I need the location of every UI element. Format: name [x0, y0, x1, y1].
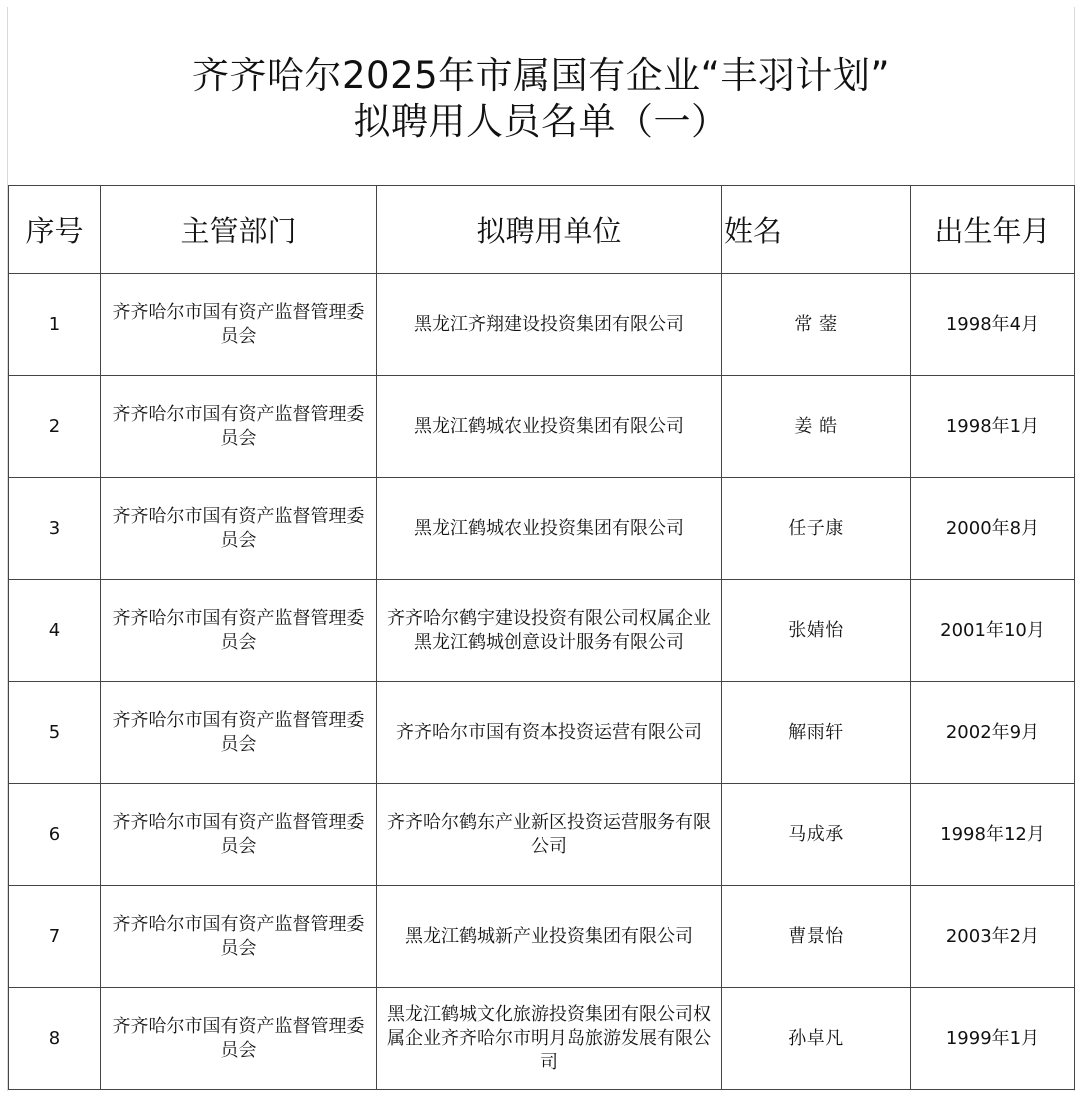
- table-row: [9, 988, 1075, 1090]
- table-row: [9, 274, 1075, 376]
- cell-index: 3: [9, 478, 101, 580]
- table-row: [9, 580, 1075, 682]
- cell-birth: 2000年8月: [911, 478, 1075, 580]
- cell-index: 4: [9, 580, 101, 682]
- cell-unit: 黑龙江鹤城文化旅游投资集团有限公司权属企业齐齐哈尔市明月岛旅游发展有限公司: [377, 988, 722, 1090]
- cell-birth: 2003年2月: [911, 886, 1075, 988]
- cell-unit: 黑龙江鹤城农业投资集团有限公司: [377, 478, 722, 580]
- table-row: [9, 376, 1075, 478]
- cell-name: 任子康: [722, 478, 911, 580]
- cell-dept: 齐齐哈尔市国有资产监督管理委员会: [101, 682, 377, 784]
- cell-birth: 1998年12月: [911, 784, 1075, 886]
- cell-dept: 齐齐哈尔市国有资产监督管理委员会: [101, 886, 377, 988]
- header-name: 姓名: [722, 186, 911, 274]
- personnel-table: [8, 185, 1075, 1090]
- cell-name: 解雨轩: [722, 682, 911, 784]
- document-page: [7, 7, 1075, 1091]
- document-title: [8, 7, 1074, 185]
- cell-dept: 齐齐哈尔市国有资产监督管理委员会: [101, 478, 377, 580]
- cell-dept: 齐齐哈尔市国有资产监督管理委员会: [101, 376, 377, 478]
- table-row: [9, 682, 1075, 784]
- cell-unit: 黑龙江鹤城农业投资集团有限公司: [377, 376, 722, 478]
- table-header-row: [9, 186, 1075, 274]
- cell-name: 曹景怡: [722, 886, 911, 988]
- cell-dept: 齐齐哈尔市国有资产监督管理委员会: [101, 784, 377, 886]
- cell-birth: 1998年4月: [911, 274, 1075, 376]
- cell-birth: 1999年1月: [911, 988, 1075, 1090]
- cell-birth: 1998年1月: [911, 376, 1075, 478]
- cell-unit: 齐齐哈尔市国有资本投资运营有限公司: [377, 682, 722, 784]
- cell-birth: 2001年10月: [911, 580, 1075, 682]
- cell-index: 1: [9, 274, 101, 376]
- cell-index: 6: [9, 784, 101, 886]
- table-row: [9, 478, 1075, 580]
- cell-name: 孙卓凡: [722, 988, 911, 1090]
- header-department: 主管部门: [101, 186, 377, 274]
- cell-birth: 2002年9月: [911, 682, 1075, 784]
- cell-unit: 黑龙江齐翔建设投资集团有限公司: [377, 274, 722, 376]
- header-employer: 拟聘用单位: [377, 186, 722, 274]
- cell-unit: 齐齐哈尔鹤宇建设投资有限公司权属企业黑龙江鹤城创意设计服务有限公司: [377, 580, 722, 682]
- cell-index: 8: [9, 988, 101, 1090]
- cell-index: 5: [9, 682, 101, 784]
- header-birth: 出生年月: [911, 186, 1075, 274]
- cell-unit: 齐齐哈尔鹤东产业新区投资运营服务有限公司: [377, 784, 722, 886]
- cell-index: 7: [9, 886, 101, 988]
- header-index: 序号: [9, 186, 101, 274]
- cell-name: 马成承: [722, 784, 911, 886]
- table-row: [9, 784, 1075, 886]
- table-row: [9, 886, 1075, 988]
- cell-name: 姜 皓: [722, 376, 911, 478]
- cell-name: 常 蓥: [722, 274, 911, 376]
- cell-dept: 齐齐哈尔市国有资产监督管理委员会: [101, 988, 377, 1090]
- cell-name: 张婧怡: [722, 580, 911, 682]
- cell-dept: 齐齐哈尔市国有资产监督管理委员会: [101, 580, 377, 682]
- cell-dept: 齐齐哈尔市国有资产监督管理委员会: [101, 274, 377, 376]
- title-line-2: 拟聘用人员名单（一）: [353, 100, 729, 143]
- cell-index: 2: [9, 376, 101, 478]
- cell-unit: 黑龙江鹤城新产业投资集团有限公司: [377, 886, 722, 988]
- title-line-1: 齐齐哈尔2025年市属国有企业“丰羽计划”: [192, 54, 890, 97]
